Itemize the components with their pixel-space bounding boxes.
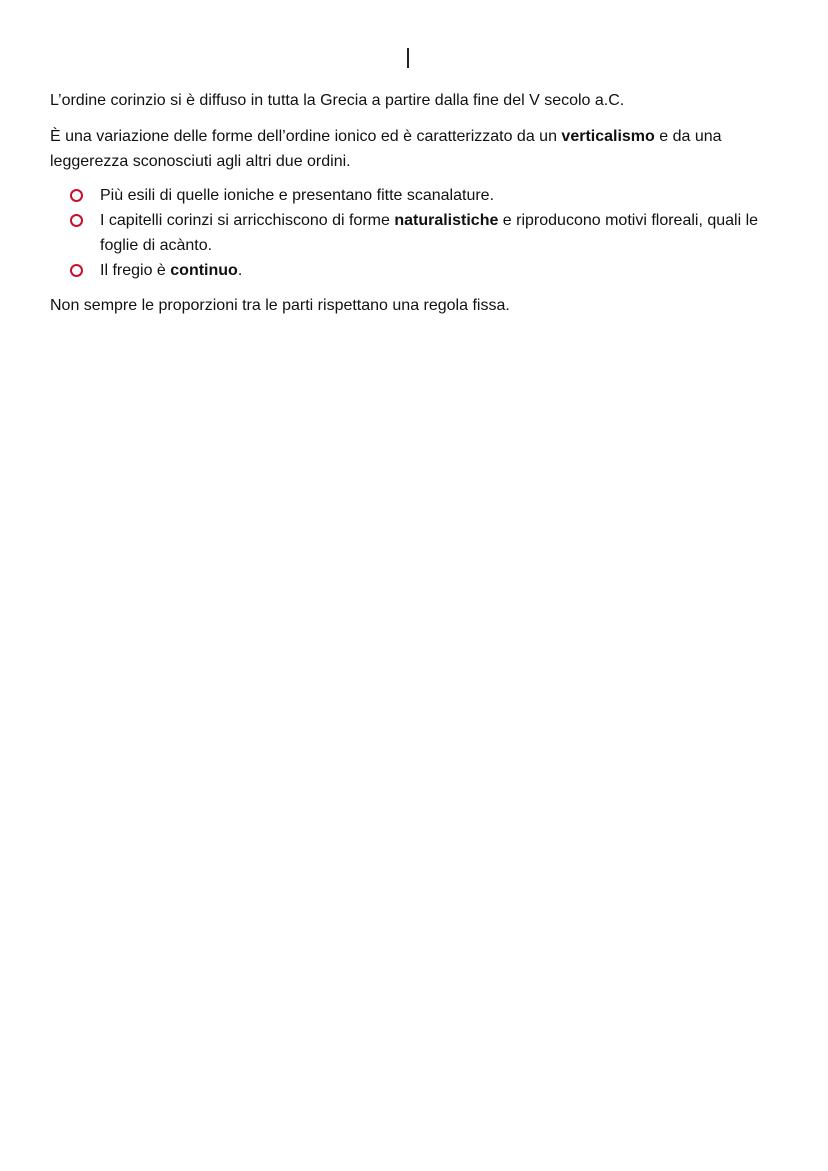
list-item — [50, 208, 790, 258]
closing-paragraph: Non sempre le proporzioni tra le parti rispettano una regola fissa. — [50, 297, 510, 314]
list-item — [50, 258, 790, 283]
verticalismo-emphasis: verticalismo — [561, 128, 655, 145]
hollow-circle-bullet-icon — [70, 189, 83, 202]
variation-text-end: e da una leggerezza sconosciuti agli altri due ordini. — [50, 128, 722, 170]
features-list — [50, 183, 790, 283]
hollow-circle-bullet-icon — [70, 264, 83, 277]
naturalistiche-emphasis: naturalistiche — [394, 212, 499, 229]
list-item-text-start: I capitelli corinzi si arricchiscono di forme — [100, 212, 395, 229]
list-item-text-end: e riproducono motivi floreali, quali le foglie di acànto. — [100, 212, 759, 254]
hollow-circle-bullet-icon — [70, 214, 83, 227]
text-cursor-mark — [407, 48, 409, 68]
intro-paragraph: L’ordine corinzio si è diffuso in tutta la Grecia a partire dalla fine del V secolo a.C. — [50, 92, 625, 109]
variation-text-start: È una variazione delle forme dell’ordine ionico ed è caratterizzato da un — [50, 128, 562, 145]
list-item-text-end: . — [237, 262, 243, 279]
variation-paragraph — [50, 124, 790, 174]
list-item-text-start: Il fregio è — [100, 262, 171, 279]
list-item — [50, 183, 790, 208]
list-item-text: Più esili di quelle ioniche e presentano fitte scanalature. — [100, 187, 495, 204]
continuo-emphasis: continuo — [170, 262, 238, 279]
document-body — [50, 88, 790, 318]
